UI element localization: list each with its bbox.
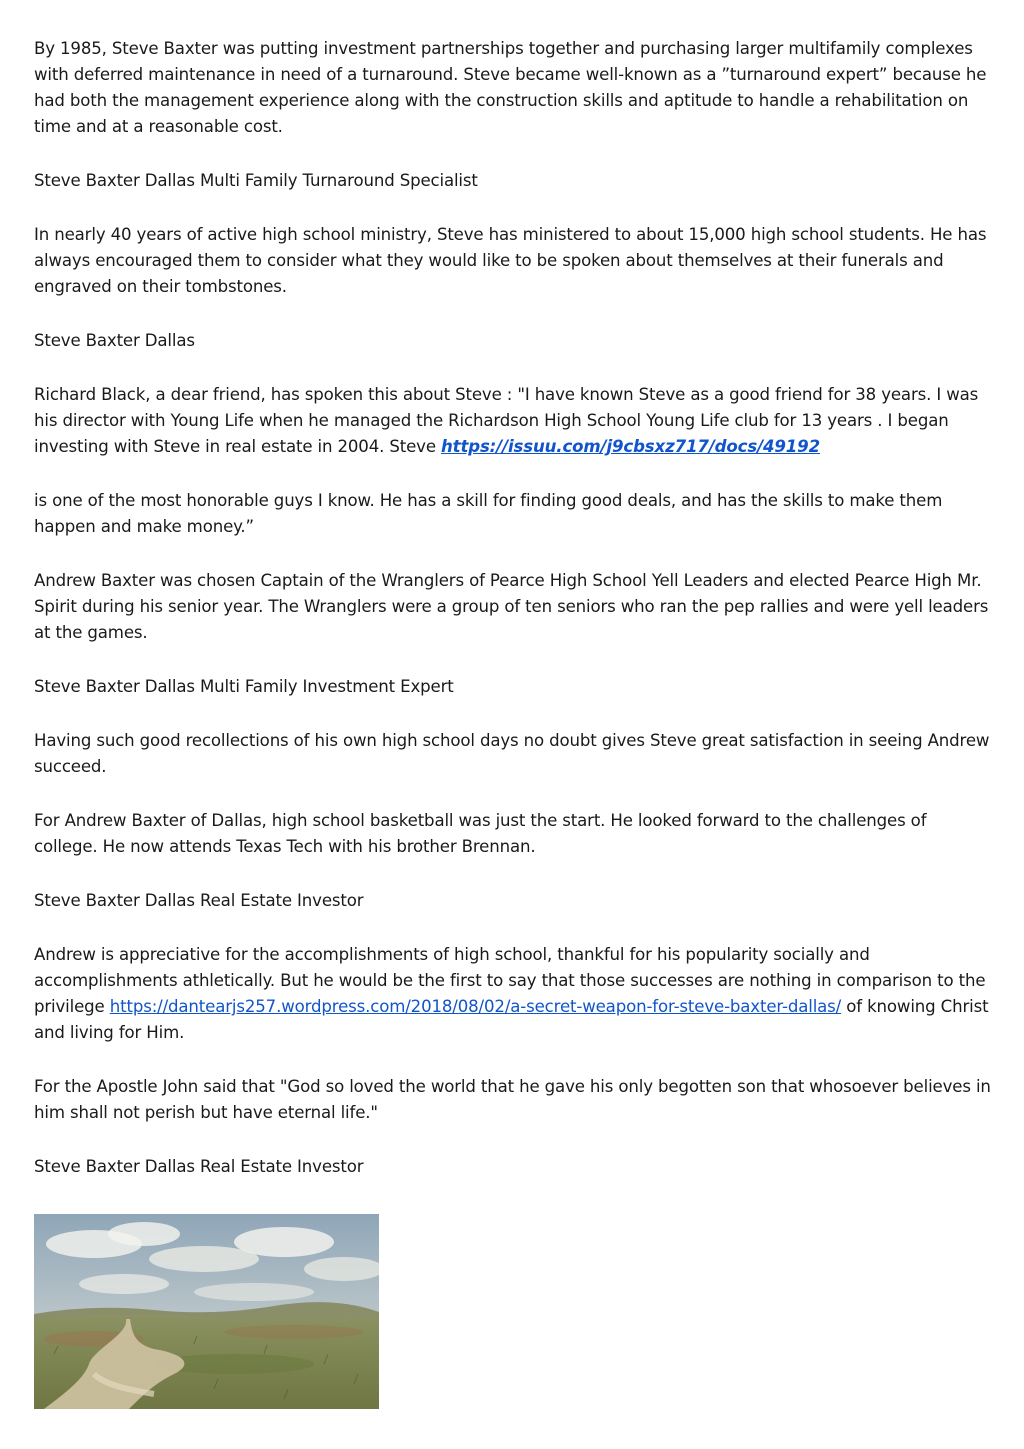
heading-investment-expert: Steve Baxter Dallas Multi Family Investment Expert <box>34 677 454 696</box>
paragraph-recollections: Having such good recollections of his own high school days no doubt gives Steve great satisfaction in seeing Andrew succeed. <box>34 731 990 776</box>
heading-real-estate-investor: Steve Baxter Dallas Real Estate Investor <box>34 891 364 910</box>
paragraph-richard-black <box>34 382 992 460</box>
wordpress-link[interactable]: https://dantearjs257.wordpress.com/2018/08/02/a-secret-weapon-for-steve-baxter-dallas/ <box>109 997 842 1016</box>
paragraph-richard-black-text: Richard Black, a dear friend, has spoken this about Steve : "I have known Steve as a good friend for 38 years. I was his director with Young Life when he managed the Richardson High School Young Life club for 13 years . I began investing with Steve in real estate in 2004. Steve <box>34 385 979 456</box>
paragraph-andrew-captain: Andrew Baxter was chosen Captain of the Wranglers of Pearce High School Yell Leaders and elected Pearce High Mr. Spirit during his senior year. The Wranglers were a group of ten seniors who ran the pep rallies and were yell leaders at the games. <box>34 571 989 642</box>
heading-turnaround-specialist: Steve Baxter Dallas Multi Family Turnaround Specialist <box>34 171 478 190</box>
paragraph-appreciative <box>34 942 992 1046</box>
paragraph-basketball: For Andrew Baxter of Dallas, high school basketball was just the start. He looked forward to the challenges of college. He now attends Texas Tech with his brother Brennan. <box>34 811 927 856</box>
issuu-link[interactable]: https://issuu.com/j9cbsxz717/docs/49192 <box>441 437 820 456</box>
heading-real-estate-investor-2: Steve Baxter Dallas Real Estate Investor <box>34 1157 364 1176</box>
paragraph-apostle-john: For the Apostle John said that "God so loved the world that he gave his only begotten son that whosoever believes in him shall not perish but have eternal life." <box>34 1077 991 1122</box>
paragraph-honorable: is one of the most honorable guys I know. He has a skill for finding good deals, and has the skills to make them happen and make money.” <box>34 491 943 536</box>
document-body <box>34 36 992 1208</box>
paragraph-intro: By 1985, Steve Baxter was putting investment partnerships together and purchasing larger multifamily complexes with deferred maintenance in need of a turnaround. Steve became well-known as a ”turnaround expert” because he had both the management experience along with the construction skills and aptitude to handle a rehabilitation on time and at a reasonable cost. <box>34 39 987 136</box>
paragraph-appreciative-text: Andrew is appreciative for the accomplishments of high school, thankful for his popularity socially and accomplishments athletically. But he would be the first to say that those successes are nothing in comparison to the privilege <box>34 945 986 1016</box>
heading-steve-baxter-dallas: Steve Baxter Dallas <box>34 331 195 350</box>
paragraph-appreciative-tail: of knowing Christ and living for Him. <box>34 997 989 1042</box>
landscape-painting-image <box>34 1214 379 1409</box>
paragraph-ministry: In nearly 40 years of active high school ministry, Steve has ministered to about 15,000 high school students. He has always encouraged them to consider what they would like to be spoken about themselves at their funerals and engraved on their tombstones. <box>34 225 987 296</box>
